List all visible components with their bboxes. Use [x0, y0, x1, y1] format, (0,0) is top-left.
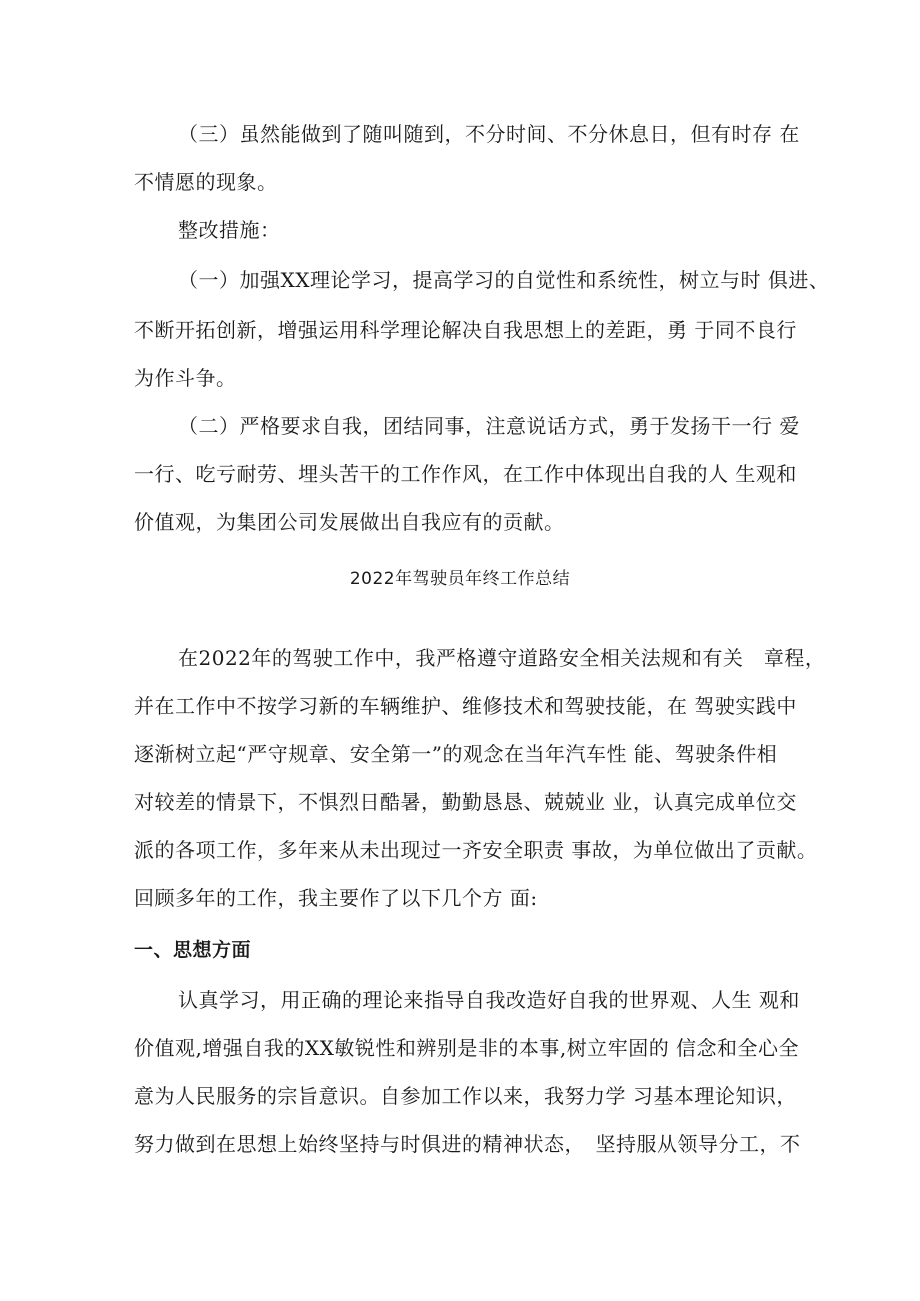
section-label: 整改措施：	[178, 218, 281, 242]
paragraph-line: 一行、吃亏耐劳、埋头苦干的工作作风，在工作中体现出自我的人 生观和	[134, 462, 797, 486]
document-title: 2022年驾驶员年终工作总结	[349, 569, 571, 589]
paragraph-line: 不情愿的现象。	[134, 170, 278, 194]
paragraph-line: （一）加强XX理论学习，提高学习的自觉性和系统性，树立与时 俱进、	[178, 268, 830, 292]
paragraph-line: （二）严格要求自我，团结同事，注意说话方式，勇于发扬干一行 爱	[178, 414, 800, 438]
paragraph-line: 价值观，为集团公司发展做出自我应有的贡献。	[134, 510, 565, 534]
paragraph-line: 在2022年的驾驶工作中，我严格遵守道路安全相关法规和有关 章程，	[178, 646, 826, 670]
paragraph-line: 回顾多年的工作，我主要作了以下几个方 面:	[134, 886, 538, 910]
paragraph-line: 意为人民服务的宗旨意识。自参加工作以来，我努力学 习基本理论知识，	[134, 1084, 797, 1108]
paragraph-line: （三）虽然能做到了随叫随到，不分时间、不分休息日，但有时存 在	[178, 122, 800, 146]
paragraph-line: 为作斗争。	[134, 366, 237, 390]
paragraph-line: 逐渐树立起“严守规章、安全第一”的观念在当年汽车性 能、驾驶条件相	[134, 742, 778, 766]
section-heading: 一、思想方面	[134, 939, 252, 961]
paragraph-line: 不断开拓创新，增强运用科学理论解决自我思想上的差距，勇 于同不良行	[134, 318, 797, 342]
paragraph-line: 价值观,增强自我的XX敏锐性和辨别是非的本事,树立牢固的 信念和全心全	[134, 1036, 800, 1060]
paragraph-line: 派的各项工作，多年来从未出现过一齐安全职责 事故，为单位做出了贡献。	[134, 838, 818, 862]
paragraph-line: 努力做到在思想上始终坚持与时俱进的精神状态， 坚持服从领导分工，不	[134, 1132, 801, 1156]
paragraph-line: 认真学习，用正确的理论来指导自我改造好自我的世界观、人生 观和	[178, 988, 800, 1012]
paragraph-line: 对较差的情景下，不惧烈日酷暑，勤勤恳恳、兢兢业 业，认真完成单位交	[134, 790, 797, 814]
paragraph-line: 并在工作中不按学习新的车辆维护、维修技术和驾驶技能，在 驾驶实践中	[134, 694, 797, 718]
